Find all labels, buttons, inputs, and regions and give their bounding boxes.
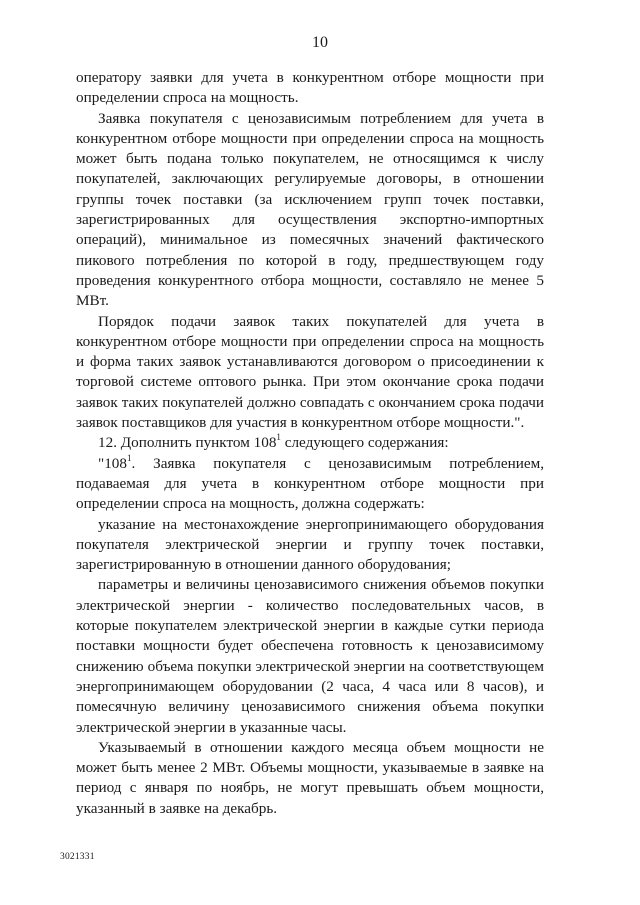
paragraph-submission-procedure: Порядок подачи заявок таких покупателей для учета в конкурентном отборе мощности при определении спроса на мощность и форма таких заявок устанавливаются договором о присоединении к торговой системе оптового рынка. При этом окончание срока подачи заявок таких покупателей должно совпадать с окончанием срока подачи заявок поставщиков для участия в конкурентном отборе мощности.".: [76, 312, 544, 432]
paragraph-continuation: оператору заявки для учета в конкурентном отборе мощности при определении спроса на мощность.: [76, 69, 544, 107]
paragraph-item-12: [76, 433, 544, 453]
paragraph-location-requirement: указание на местонахождение энергопринимающего оборудования покупателя электрической энергии и группу точек поставки, зарегистрированную в отношении данного оборудования;: [76, 515, 544, 574]
paragraph-reduction-parameters: параметры и величины ценозависимого снижения объемов покупки электрической энергии - количество последовательных часов, в которые покупателем электрической энергии в каждые сутки периода поставки мощности будет обеспечена готовность к ценозависимому снижению объема покупки электрической энергии на соответствующем энергопринимающем оборудовании (2 часа, 4 часа или 8 часов), и помесячную величину ценозависимого снижения объема покупки электрической энергии в указанные часы.: [76, 576, 544, 736]
paragraph-bidder-eligibility: Заявка покупателя с ценозависимым потреблением для учета в конкурентном отборе мощности при определении спроса на мощность может быть подана только покупателем, не относящимся к числу покупателей, заключающих регулируемые договоры, в отношении группы точек поставки (за исключением групп точек поставки, зарегистрированных для осуществления экспортно-импортных операций), минимальное из помесячных значений фактического пикового потребления по которой в году, предшествующем году проведения конкурентного отбора мощности, составляло не менее 5 МВт.: [76, 109, 544, 310]
page-number: 10: [312, 34, 328, 51]
item108-text-after: . Заявка покупателя с ценозависимым потреблением, подаваемая для учета в конкурентном отборе мощности при определении спроса на мощность, должна содержать:: [76, 454, 544, 513]
item108-text-before: "108: [98, 454, 127, 472]
item108-superscript: 1: [126, 452, 132, 463]
item12-text-before: 12. Дополнить пунктом 108: [98, 434, 277, 452]
body-text: [76, 68, 544, 819]
item12-text-after: следующего содержания:: [280, 434, 449, 452]
item12-superscript: 1: [276, 432, 281, 443]
document-code: 3021331: [60, 852, 95, 862]
paragraph-item-108: [76, 454, 544, 515]
paragraph-capacity-limits: Указываемый в отношении каждого месяца объем мощности не может быть менее 2 МВт. Объемы мощности, указываемые в заявке на период с января по ноябрь, не могут превышать объем мощности, указанный в заявке на декабрь.: [76, 738, 544, 817]
